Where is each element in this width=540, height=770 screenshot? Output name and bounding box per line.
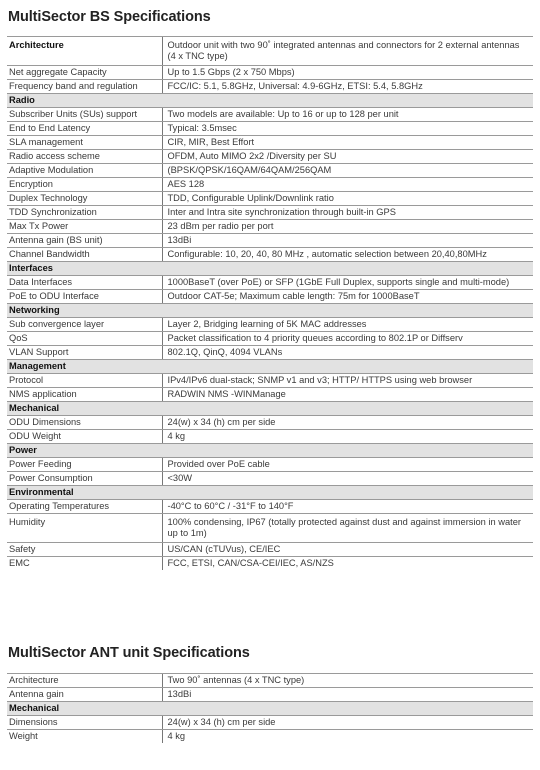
spec-value: 100% condensing, IP67 (totally protected against dust and against immersion in water up to 1m) <box>162 514 533 543</box>
spec-row <box>7 276 533 290</box>
spec-row <box>7 688 533 702</box>
spec-value: FCC/IC: 5.1, 5.8GHz, Universal: 4.9-6GHz, ETSI: 5.4, 5.8GHz <box>162 80 533 94</box>
spec-label: Antenna gain (BS unit) <box>7 234 162 248</box>
spec-value: RADWIN NMS -WINManage <box>162 388 533 402</box>
spec-value: Typical: 3.5msec <box>162 122 533 136</box>
spec-label: Protocol <box>7 374 162 388</box>
spec-label: Dimensions <box>7 716 162 730</box>
spec-label: Weight <box>9 731 38 741</box>
spec-label: Safety <box>7 543 162 557</box>
spec-label: Humidity <box>7 514 162 543</box>
spec-label: VLAN Support <box>7 346 162 360</box>
section-header-row <box>7 94 533 108</box>
spec-value: US/CAN (cTUVus), CE/IEC <box>162 543 533 557</box>
spec-row <box>7 164 533 178</box>
spec-value: IPv4/IPv6 dual-stack; SNMP v1 and v3; HTTP/ HTTPS using web browser <box>162 374 533 388</box>
spec-label: Sub convergence layer <box>7 318 162 332</box>
ant-spec-table-body <box>7 674 533 744</box>
spec-value: Inter and Intra site synchronization through built-in GPS <box>162 206 533 220</box>
section-header: Management <box>7 360 533 374</box>
spec-row <box>7 136 533 150</box>
spec-value: (BPSK/QPSK/16QAM/64QAM/256QAM <box>162 164 533 178</box>
spec-label: Architecture <box>7 674 162 688</box>
spec-value: Provided over PoE cable <box>162 458 533 472</box>
spec-label: Subscriber Units (SUs) support <box>7 108 162 122</box>
spec-row <box>7 416 533 430</box>
spec-row <box>7 150 533 164</box>
spec-label: Duplex Technology <box>7 192 162 206</box>
section-header-row <box>7 702 533 716</box>
spec-row <box>7 374 533 388</box>
spec-row <box>7 458 533 472</box>
section-header: Power <box>7 444 533 458</box>
bs-specs-title: MultiSector BS Specifications <box>8 9 211 25</box>
spec-value: <30W <box>162 472 533 486</box>
spec-label: Data Interfaces <box>7 276 162 290</box>
spec-row <box>7 178 533 192</box>
spec-label: NMS application <box>7 388 162 402</box>
spec-label: Radio access scheme <box>7 150 162 164</box>
spec-row <box>7 122 533 136</box>
spec-value: -40°C to 60°C / -31°F to 140°F <box>162 500 533 514</box>
spec-row <box>7 388 533 402</box>
spec-value: 13dBi <box>162 234 533 248</box>
spec-row <box>7 716 533 730</box>
spec-row <box>7 80 533 94</box>
spec-label: Max Tx Power <box>7 220 162 234</box>
spec-label: Adaptive Modulation <box>7 164 162 178</box>
section-header-row <box>7 304 533 318</box>
spec-row <box>7 543 533 557</box>
spec-row <box>7 674 533 688</box>
spec-label: Encryption <box>7 178 162 192</box>
ant-spec-table <box>7 673 533 743</box>
spec-value: FCC, ETSI, CAN/CSA-CEI/IEC, AS/NZS <box>162 557 533 571</box>
spec-label: ODU Dimensions <box>7 416 162 430</box>
spec-row <box>7 557 533 571</box>
spec-label: TDD Synchronization <box>7 206 162 220</box>
spec-label: Frequency band and regulation <box>7 80 162 94</box>
section-header-row <box>7 444 533 458</box>
spec-row <box>7 472 533 486</box>
spec-value: 23 dBm per radio per port <box>162 220 533 234</box>
spec-value: Packet classification to 4 priority queues according to 802.1P or Diffserv <box>162 332 533 346</box>
spec-label: QoS <box>7 332 162 346</box>
spec-row <box>7 332 533 346</box>
spec-value: Up to 1.5 Gbps (2 x 750 Mbps) <box>162 66 533 80</box>
spec-value: CIR, MIR, Best Effort <box>162 136 533 150</box>
spec-label: End to End Latency <box>7 122 162 136</box>
section-header: Interfaces <box>7 262 533 276</box>
spec-row <box>7 318 533 332</box>
spec-label: EMC <box>9 558 30 568</box>
section-header-row <box>7 486 533 500</box>
spec-row <box>7 66 533 80</box>
spec-label: Architecture <box>7 37 162 66</box>
spec-row <box>7 430 533 444</box>
spec-value: OFDM, Auto MIMO 2x2 /Diversity per SU <box>162 150 533 164</box>
section-header: Radio <box>7 94 533 108</box>
spec-value: TDD, Configurable Uplink/Downlink ratio <box>162 192 533 206</box>
spec-row <box>7 346 533 360</box>
spec-value: Outdoor unit with two 90˚ integrated antennas and connectors for 2 external antennas (4 x TNC type) <box>162 37 533 66</box>
spec-value: 4 kg <box>162 430 533 444</box>
spec-value: 24(w) x 34 (h) cm per side <box>162 716 533 730</box>
spec-row <box>7 206 533 220</box>
spec-row <box>7 500 533 514</box>
spec-label: Net aggregate Capacity <box>7 66 162 80</box>
spec-value: Layer 2, Bridging learning of 5K MAC addresses <box>162 318 533 332</box>
spec-value: 4 kg <box>162 730 533 744</box>
section-header: Mechanical <box>7 402 533 416</box>
spec-value: Configurable: 10, 20, 40, 80 MHz , automatic selection between 20,40,80MHz <box>162 248 533 262</box>
ant-specs-title: MultiSector ANT unit Specifications <box>8 645 250 661</box>
spec-label: ODU Weight <box>7 430 162 444</box>
spec-row <box>7 234 533 248</box>
section-header-row <box>7 262 533 276</box>
spec-value: 13dBi <box>162 688 533 702</box>
spec-label: Power Feeding <box>7 458 162 472</box>
spec-row <box>7 192 533 206</box>
spec-label: Antenna gain <box>7 688 162 702</box>
section-header-row <box>7 402 533 416</box>
spec-value: Two 90˚ antennas (4 x TNC type) <box>162 674 533 688</box>
section-header: Mechanical <box>7 702 533 716</box>
spec-row <box>7 108 533 122</box>
spec-label: Channel Bandwidth <box>7 248 162 262</box>
spec-label: Power Consumption <box>7 472 162 486</box>
spec-label: SLA management <box>7 136 162 150</box>
spec-row <box>7 514 533 543</box>
section-header: Networking <box>7 304 533 318</box>
spec-value: Outdoor CAT-5e; Maximum cable length: 75m for 1000BaseT <box>162 290 533 304</box>
spec-label: Operating Temperatures <box>7 500 162 514</box>
spec-value: 1000BaseT (over PoE) or SFP (1GbE Full Duplex, supports single and multi-mode) <box>162 276 533 290</box>
spec-row <box>7 290 533 304</box>
bs-spec-table <box>7 36 533 570</box>
section-header-row <box>7 360 533 374</box>
spec-row <box>7 220 533 234</box>
spec-row <box>7 248 533 262</box>
bs-spec-table-body <box>7 37 533 571</box>
spec-row <box>7 730 533 744</box>
spec-row <box>7 37 533 66</box>
section-header: Environmental <box>7 486 533 500</box>
spec-value: 802.1Q, QinQ, 4094 VLANs <box>162 346 533 360</box>
spec-value: 24(w) x 34 (h) cm per side <box>162 416 533 430</box>
spec-label: PoE to ODU Interface <box>7 290 162 304</box>
spec-value: AES 128 <box>162 178 533 192</box>
spec-value: Two models are available: Up to 16 or up to 128 per unit <box>162 108 533 122</box>
